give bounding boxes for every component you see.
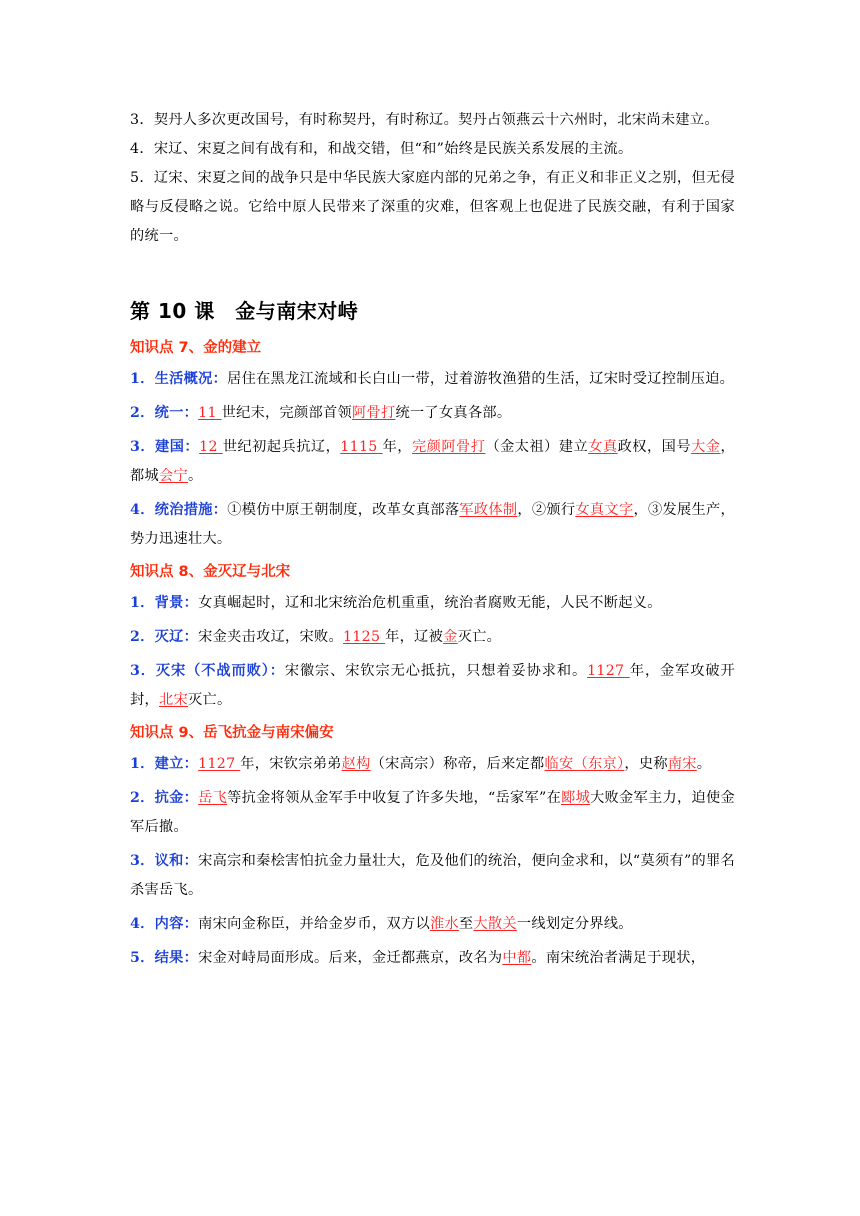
item-text: ，②颁行 <box>517 502 576 518</box>
item-text: ①模仿中原王朝制度，改革女真部落 <box>227 502 460 518</box>
item-text: 宋金对峙局面形成。后来，金迁都燕京，改名为 <box>198 950 503 966</box>
answer-blank: 女真 <box>588 439 618 455</box>
item-text: 世纪初起兵抗辽， <box>222 439 341 455</box>
answer-blank: 金 <box>443 629 458 645</box>
item-label: 2．灭辽： <box>130 629 199 645</box>
k9-item-4 <box>130 910 735 939</box>
answer-blank: 大金 <box>691 439 721 455</box>
answer-blank: 1127 <box>587 663 630 679</box>
item-label: 4．统治措施： <box>130 502 228 518</box>
item-label: 1．建立： <box>130 756 199 772</box>
k8-item-2 <box>130 623 735 652</box>
answer-blank: 郾城 <box>561 790 591 806</box>
item-text: 居住在黑龙江流域和长白山一带，过着游牧渔猎的生活，辽宋时受辽控制压迫。 <box>227 371 735 387</box>
answer-blank: 1127 <box>198 756 241 772</box>
lesson-title: 第 10 课 金与南宋对峙 <box>130 299 359 323</box>
k9-item-3 <box>130 847 735 905</box>
point-5: 5．辽宋、宋夏之间的战争只是中华民族大家庭内部的兄弟之争，有正义和非正义之别，但无侵略与反侵略之说。它给中原人民带来了深重的灾难，但客观上也促进了民族交融，有利于国家的统一。 <box>130 170 735 244</box>
answer-blank: 岳飞 <box>198 790 228 806</box>
item-text: 灭亡。 <box>187 692 232 708</box>
item-label: 3．灭宋（不战而败）： <box>130 663 285 679</box>
answer-blank: 11 <box>198 405 222 421</box>
k8-item-3 <box>130 657 735 715</box>
item-label: 2．统一： <box>130 405 199 421</box>
item-text: 宋徽宗、宋钦宗无心抵抗，只想着妥协求和。 <box>284 663 588 679</box>
k7-item-2 <box>130 399 735 428</box>
item-text: 宋高宗和秦桧害怕抗金力量壮大，危及他们的统治，便向金求和，以“莫须有”的罪名杀害岳飞。 <box>130 853 735 898</box>
item-text: 女真崛起时，辽和北宋统治危机重重，统治者腐败无能，人民不断起义。 <box>198 595 662 611</box>
answer-blank: 中都 <box>502 950 532 966</box>
knowledge-point-7-title: 知识点 7、金的建立 <box>130 340 262 356</box>
item-label: 5．结果： <box>130 950 199 966</box>
answer-blank: 赵构 <box>341 756 371 772</box>
item-text: 至 <box>458 916 474 932</box>
item-text: （宋高宗）称帝，后来定都 <box>370 756 545 772</box>
point-3: 3．契丹人多次更改国号，有时称契丹，有时称辽。契丹占领燕云十六州时，北宋尚未建立。 <box>130 112 719 128</box>
k9-item-2 <box>130 784 735 842</box>
item-text: 年， <box>382 439 412 455</box>
k7-item-1 <box>130 365 735 394</box>
item-label: 2．抗金： <box>130 790 199 806</box>
item-text: 南宋向金称臣，并给金岁币，双方以 <box>198 916 430 932</box>
answer-blank: 南宋 <box>667 756 697 772</box>
item-label: 3．建国： <box>130 439 200 455</box>
item-text: 宋金夹击攻辽，宋败。 <box>198 629 344 645</box>
item-text: ，史称 <box>624 756 668 772</box>
item-text: 大败金军主力，迫使金军后撤。 <box>130 790 735 835</box>
item-text: 年，宋钦宗弟弟 <box>240 756 342 772</box>
item-label: 1．背景： <box>130 595 199 611</box>
k9-item-5 <box>130 944 735 973</box>
answer-blank: 完颜阿骨打 <box>412 439 486 455</box>
k9-item-1 <box>130 750 735 779</box>
answer-blank: 淮水 <box>429 916 459 932</box>
item-text: 灭亡。 <box>457 629 502 645</box>
item-text: （金太祖）建立 <box>485 439 589 455</box>
item-label: 4．内容： <box>130 916 199 932</box>
item-text: ，③发展生产，势力迅速壮大。 <box>130 502 735 547</box>
answer-blank: 临安（东京） <box>544 756 625 772</box>
item-label: 1．生活概况： <box>130 371 228 387</box>
item-text: 统一了女真各部。 <box>395 405 512 421</box>
item-text: 一线划定分界线。 <box>516 916 633 932</box>
answer-blank: 大散关 <box>473 916 517 932</box>
answer-blank: 北宋 <box>158 692 188 708</box>
k7-item-3 <box>130 433 735 491</box>
item-text: 。 <box>187 468 203 484</box>
answer-blank: 会宁 <box>158 468 188 484</box>
answer-blank: 12 <box>199 439 223 455</box>
item-text: 年，金军攻破开封， <box>130 663 735 708</box>
item-text: 年，辽被 <box>385 629 444 645</box>
document-body <box>130 106 735 978</box>
item-text: ，都城 <box>130 439 735 484</box>
k8-item-1 <box>130 589 735 618</box>
knowledge-point-8-title: 知识点 8、金灭辽与北宋 <box>130 564 291 580</box>
item-text: 。南宋统治者满足于现状， <box>531 950 706 966</box>
point-4: 4．宋辽、宋夏之间有战有和，和战交错，但“和”始终是民族关系发展的主流。 <box>130 141 633 157</box>
item-text: 政权，国号 <box>617 439 692 455</box>
item-text: 世纪末，完颜部首领 <box>221 405 352 421</box>
answer-blank: 阿骨打 <box>351 405 396 421</box>
knowledge-point-9-title: 知识点 9、岳飞抗金与南宋偏安 <box>130 725 334 741</box>
item-text: 。 <box>696 756 712 772</box>
answer-blank: 女真文字 <box>575 502 634 518</box>
answer-blank: 1115 <box>340 439 383 455</box>
answer-blank: 军政体制 <box>459 502 518 518</box>
k7-item-4 <box>130 496 735 554</box>
item-label: 3．议和： <box>130 853 199 869</box>
item-text: 等抗金将领从金军手中收复了许多失地，“岳家军”在 <box>227 790 562 806</box>
answer-blank: 1125 <box>343 629 386 645</box>
